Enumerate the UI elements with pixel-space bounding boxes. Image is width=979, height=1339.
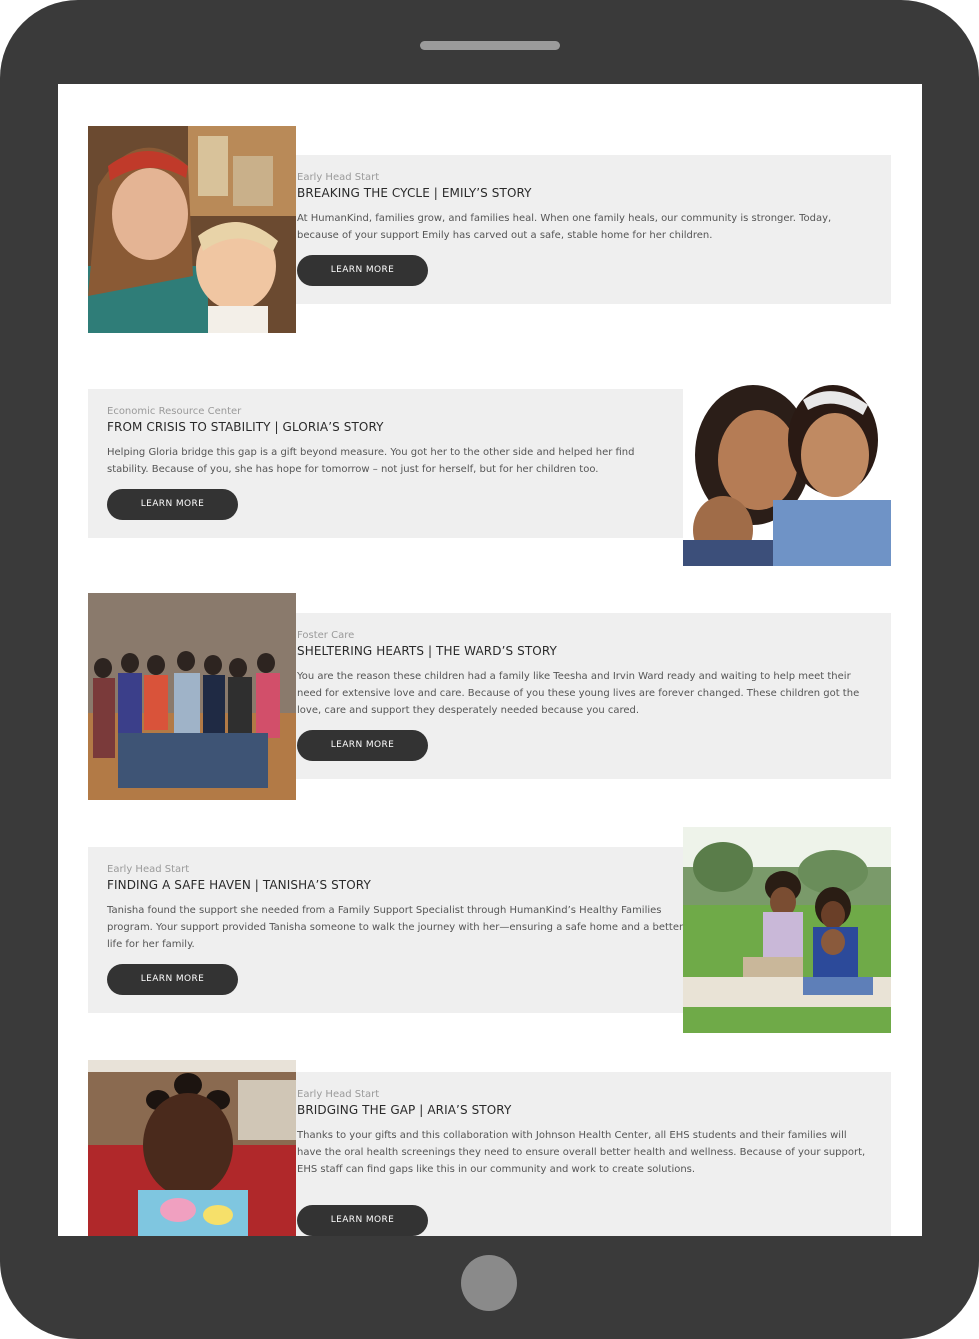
story-body: Tanisha found the support she needed from a Family Support Specialist through HumanKind’s Healthy Families program. Your support provided Tanisha someone to walk the journey with her—ensuring a safe home and a better life for her family. [107,905,684,950]
story-body: Thanks to your gifts and this collaboration with Johnson Health Center, all EHS students and their families will have the oral health screenings they need to ensure overall better health and wellness. Because of your support, EHS staff can find gaps like this in our community and work to create solutions. [297,1130,866,1175]
story-title[interactable]: BRIDGING THE GAP | ARIA’S STORY [297,1103,512,1117]
story-text-ward [297,630,867,719]
story-body: Helping Gloria bridge this gap is a gift beyond measure. You got her to the other side and helped her find stability. Because of you, she has hope for tomorrow – not just for herself, but for her children too. [107,447,635,475]
story-photo-gloria[interactable] [683,360,891,566]
tablet-speaker [420,41,560,50]
story-category: Economic Resource Center [107,406,242,417]
learn-more-button[interactable]: LEARN MORE [297,255,428,286]
story-category: Early Head Start [297,1089,380,1100]
learn-more-button[interactable]: LEARN MORE [297,1205,428,1236]
learn-more-button[interactable]: LEARN MORE [297,730,428,761]
story-photo-aria[interactable] [88,1060,296,1236]
story-title[interactable]: BREAKING THE CYCLE | EMILY’S STORY [297,186,532,200]
story-category: Early Head Start [297,172,380,183]
story-photo-tanisha[interactable] [683,827,891,1033]
story-body: You are the reason these children had a family like Teesha and Irvin Ward ready and waiting to help meet their need for extensive love and care. Because of you these young lives are forever changed. These children got the love, care and support they desperately needed because you cared. [297,671,860,716]
story-title[interactable]: SHELTERING HEARTS | THE WARD’S STORY [297,644,557,658]
story-title[interactable]: FINDING A SAFE HAVEN | TANISHA’S STORY [107,878,371,892]
story-text-aria [297,1089,867,1178]
story-text-tanisha [107,864,689,953]
learn-more-button[interactable]: LEARN MORE [107,964,238,995]
story-category: Foster Care [297,630,355,641]
story-photo-emily[interactable] [88,126,296,333]
story-text-emily [297,172,867,245]
story-photo-ward[interactable] [88,593,296,800]
tablet-screen [58,84,922,1236]
learn-more-button[interactable]: LEARN MORE [107,489,238,520]
story-category: Early Head Start [107,864,190,875]
home-button[interactable] [461,1255,517,1311]
story-body: At HumanKind, families grow, and families heal. When one family heals, our community is stronger. Today, because of your support Emily has carved out a safe, stable home for her children. [297,213,832,241]
story-text-gloria [107,406,677,479]
story-title[interactable]: FROM CRISIS TO STABILITY | GLORIA’S STORY [107,420,384,434]
